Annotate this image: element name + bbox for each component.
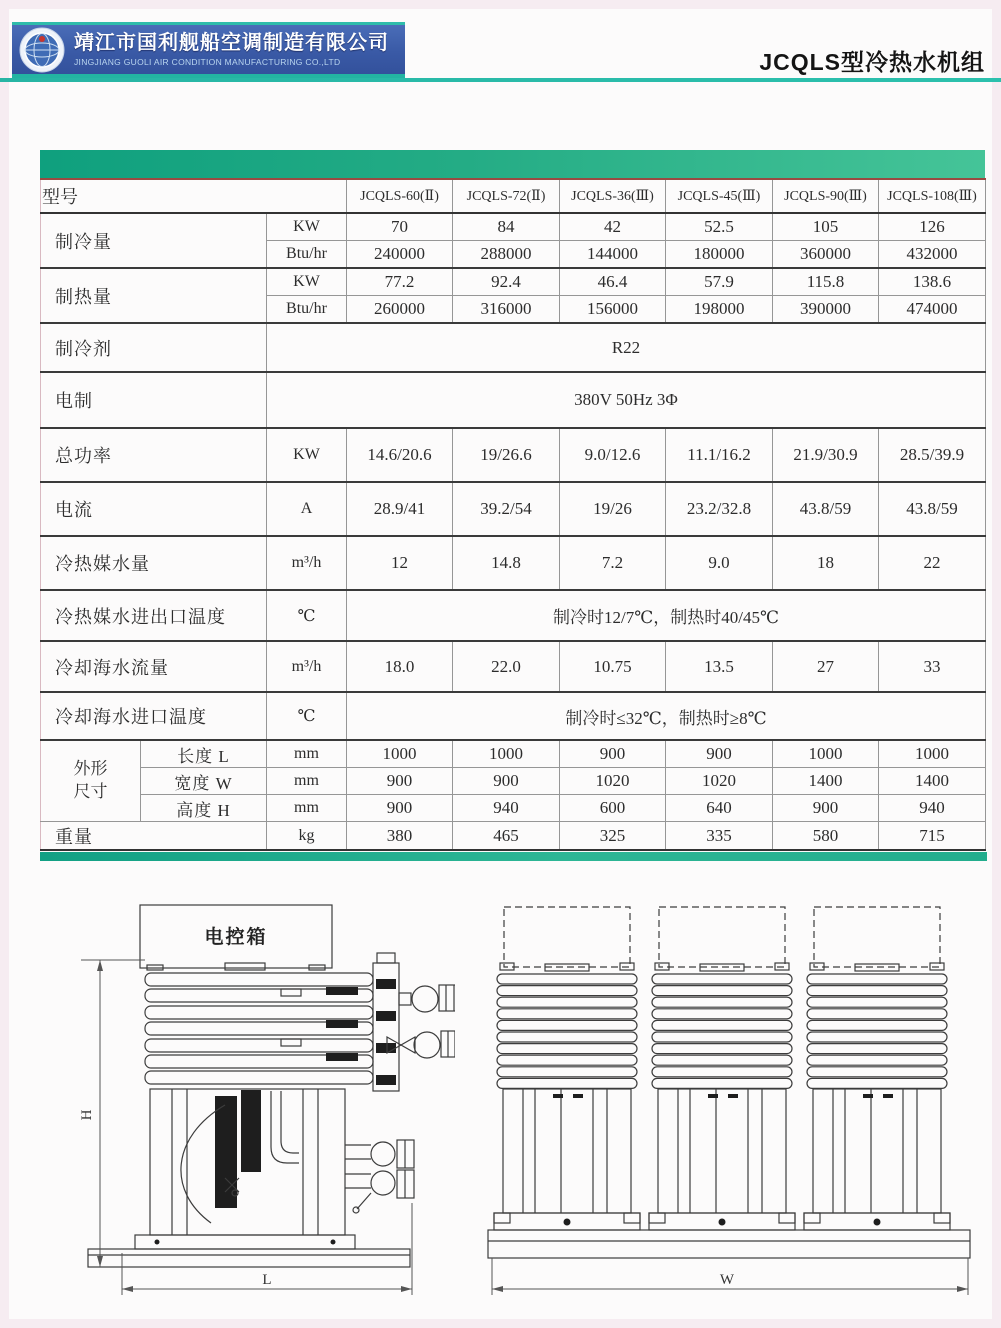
row-label: 电流 <box>41 482 267 536</box>
value-cell: 制冷时≤32℃，制热时≥8℃ <box>347 692 986 740</box>
model-cell: JCQLS-36(Ⅲ) <box>560 179 666 213</box>
value-cell: 57.9 <box>666 268 773 296</box>
company-name-en: JINGJIANG GUOLI AIR CONDITION MANUFACTURING CO.,LTD <box>74 56 341 67</box>
value-cell: 28.9/41 <box>347 482 453 536</box>
value-cell: 580 <box>773 822 879 851</box>
value-cell: 18 <box>773 536 879 590</box>
value-cell: 474000 <box>879 296 986 324</box>
value-cell: 288000 <box>453 241 560 269</box>
model-cell: JCQLS-72(Ⅱ) <box>453 179 560 213</box>
value-cell: 制冷时12/7℃，制热时40/45℃ <box>347 590 986 641</box>
row-label: 冷热媒水量 <box>41 536 267 590</box>
unit-cell: mm <box>267 740 347 768</box>
value-cell: 380V 50Hz 3Φ <box>267 372 986 428</box>
unit-cell: KW <box>267 268 347 296</box>
teal-rule <box>0 78 1001 82</box>
value-cell: 380 <box>347 822 453 851</box>
dim-label-l: L <box>262 1272 272 1288</box>
value-cell: 21.9/30.9 <box>773 428 879 482</box>
row-label: 外形尺寸 <box>41 740 141 822</box>
value-cell: 105 <box>773 213 879 241</box>
model-cell: JCQLS-90(Ⅲ) <box>773 179 879 213</box>
value-cell: 13.5 <box>666 641 773 692</box>
value-cell: 900 <box>773 795 879 822</box>
value-cell: 325 <box>560 822 666 851</box>
value-cell: R22 <box>267 323 986 372</box>
value-cell: 390000 <box>773 296 879 324</box>
value-cell: 1000 <box>347 740 453 768</box>
row-label: 制冷量 <box>41 213 267 268</box>
value-cell: 70 <box>347 213 453 241</box>
value-cell: 600 <box>560 795 666 822</box>
company-name-block <box>74 33 389 67</box>
unit-cell: mm <box>267 768 347 795</box>
value-cell: 940 <box>453 795 560 822</box>
value-cell: 1020 <box>666 768 773 795</box>
value-cell: 900 <box>666 740 773 768</box>
sub-row-label: 高度 H <box>141 795 267 822</box>
value-cell: 115.8 <box>773 268 879 296</box>
value-cell: 900 <box>347 768 453 795</box>
company-banner <box>12 22 405 78</box>
value-cell: 42 <box>560 213 666 241</box>
value-cell: 28.5/39.9 <box>879 428 986 482</box>
unit-cell: KW <box>267 428 347 482</box>
company-name-cn: 靖江市国利舰船空调制造有限公司 <box>74 31 389 54</box>
value-cell: 14.6/20.6 <box>347 428 453 482</box>
value-cell: 92.4 <box>453 268 560 296</box>
value-cell: 43.8/59 <box>773 482 879 536</box>
dim-label-h: H <box>79 1109 95 1121</box>
value-cell: 360000 <box>773 241 879 269</box>
value-cell: 1000 <box>773 740 879 768</box>
unit-cell: KW <box>267 213 347 241</box>
company-logo <box>19 27 65 73</box>
unit-cell: kg <box>267 822 347 851</box>
value-cell: 156000 <box>560 296 666 324</box>
value-cell: 12 <box>347 536 453 590</box>
value-cell: 22.0 <box>453 641 560 692</box>
page-title: JCQLS型冷热水机组 <box>759 49 985 75</box>
row-label: 型号 <box>41 179 347 213</box>
value-cell: 52.5 <box>666 213 773 241</box>
row-label: 电制 <box>41 372 267 428</box>
model-cell: JCQLS-108(Ⅲ) <box>879 179 986 213</box>
value-cell: 84 <box>453 213 560 241</box>
unit-cell: Btu/hr <box>267 241 347 269</box>
value-cell: 39.2/54 <box>453 482 560 536</box>
unit-cell: ℃ <box>267 692 347 740</box>
model-cell: JCQLS-45(Ⅲ) <box>666 179 773 213</box>
left-elevation-drawing <box>75 893 455 1305</box>
unit-cell: A <box>267 482 347 536</box>
value-cell: 1400 <box>773 768 879 795</box>
unit-cell: Btu/hr <box>267 296 347 324</box>
right-elevation-drawing <box>480 893 985 1305</box>
unit-cell: mm <box>267 795 347 822</box>
value-cell: 138.6 <box>879 268 986 296</box>
value-cell: 144000 <box>560 241 666 269</box>
value-cell: 1000 <box>453 740 560 768</box>
value-cell: 10.75 <box>560 641 666 692</box>
unit-cell: m³/h <box>267 536 347 590</box>
value-cell: 260000 <box>347 296 453 324</box>
value-cell: 335 <box>666 822 773 851</box>
row-label: 制冷剂 <box>41 323 267 372</box>
value-cell: 1000 <box>879 740 986 768</box>
unit-cell: m³/h <box>267 641 347 692</box>
value-cell: 23.2/32.8 <box>666 482 773 536</box>
value-cell: 316000 <box>453 296 560 324</box>
value-cell: 1400 <box>879 768 986 795</box>
value-cell: 22 <box>879 536 986 590</box>
spec-table <box>40 178 986 851</box>
row-label: 总功率 <box>41 428 267 482</box>
value-cell: 7.2 <box>560 536 666 590</box>
value-cell: 432000 <box>879 241 986 269</box>
row-label: 制热量 <box>41 268 267 323</box>
value-cell: 19/26.6 <box>453 428 560 482</box>
table-bottom-bar <box>40 852 987 861</box>
value-cell: 27 <box>773 641 879 692</box>
row-label: 冷热媒水进出口温度 <box>41 590 267 641</box>
value-cell: 900 <box>347 795 453 822</box>
value-cell: 940 <box>879 795 986 822</box>
dim-label-w: W <box>719 1272 735 1288</box>
value-cell: 180000 <box>666 241 773 269</box>
value-cell: 33 <box>879 641 986 692</box>
control-box-label: 电控箱 <box>204 927 268 948</box>
value-cell: 126 <box>879 213 986 241</box>
value-cell: 14.8 <box>453 536 560 590</box>
value-cell: 1020 <box>560 768 666 795</box>
value-cell: 198000 <box>666 296 773 324</box>
value-cell: 715 <box>879 822 986 851</box>
value-cell: 900 <box>453 768 560 795</box>
sub-row-label: 宽度 W <box>141 768 267 795</box>
row-label: 重量 <box>41 822 267 851</box>
value-cell: 900 <box>560 740 666 768</box>
value-cell: 640 <box>666 795 773 822</box>
row-label: 冷却海水进口温度 <box>41 692 267 740</box>
unit-cell: ℃ <box>267 590 347 641</box>
value-cell: 19/26 <box>560 482 666 536</box>
value-cell: 11.1/16.2 <box>666 428 773 482</box>
value-cell: 9.0 <box>666 536 773 590</box>
value-cell: 9.0/12.6 <box>560 428 666 482</box>
value-cell: 43.8/59 <box>879 482 986 536</box>
value-cell: 77.2 <box>347 268 453 296</box>
row-label: 冷却海水流量 <box>41 641 267 692</box>
value-cell: 46.4 <box>560 268 666 296</box>
value-cell: 240000 <box>347 241 453 269</box>
value-cell: 465 <box>453 822 560 851</box>
model-cell: JCQLS-60(Ⅱ) <box>347 179 453 213</box>
table-top-bar <box>40 150 985 178</box>
sub-row-label: 长度 L <box>141 740 267 768</box>
value-cell: 18.0 <box>347 641 453 692</box>
